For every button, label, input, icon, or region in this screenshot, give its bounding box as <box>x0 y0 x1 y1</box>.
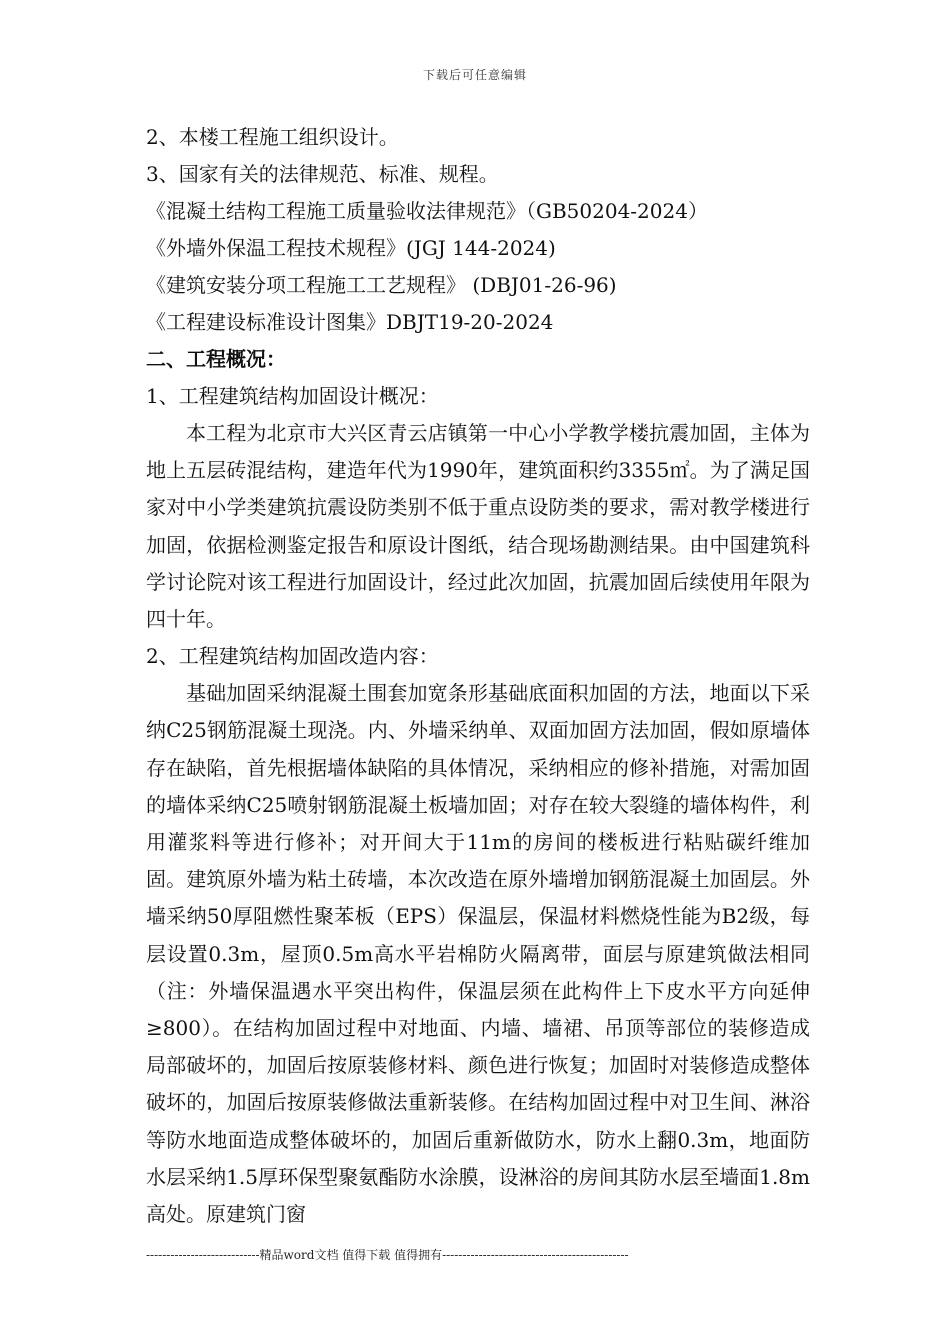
page-header: 下载后可任意编辑 <box>422 68 527 82</box>
section-heading-project-overview: 二、工程概况： <box>146 347 286 371</box>
standard-installation-process: 《建筑安装分项工程施工工艺规程》 (DBJ01-26-96) <box>146 273 617 297</box>
paragraph-renovation-content: 基础加固采纳混凝土围套加宽条形基础底面积加固的方法，地面以下采纳C25钢筋混凝土现浇。内、外墙采纳单、双面加固方法加固，假如原墙体存在缺陷，首先根据墙体缺陷的具体情况，采纳相应的修补措施，对需加固的墙体采纳C25喷射钢筋混凝土板墙加固；对存在较大裂缝的墙体构件，利用灌浆料等进行修补；对开间大于11m的房间的楼板进行粘贴碳纤维加固。建筑原外墙为粘土砖墙，本次改造在原外墙增加钢筋混凝土加固层。外墙采纳50厚阻燃性聚苯板（EPS）保温层，保温材料燃烧性能为B2级，每层设置0.3m，屋顶0.5m高水平岩棉防火隔离带，面层与原建筑做法相同（注：外墙保温遇水平突出构件，保温层须在此构件上下皮水平方向延伸≥800）。在结构加固过程中对地面、内墙、墙裙、吊顶等部位的装修造成局部破坏的，加固后按原装修材料、颜色进行恢复；加固时对装修造成整体破坏的，加固后按原装修做法重新装修。在结构加固过程中对卫生间、淋浴等防水地面造成整体破坏的，加固后重新做防水，防水上翻0.3m，地面防水层采纳1.5厚环保型聚氨酯防水涂膜，设淋浴的房间其防水层至墙面1.8m高处。原建筑门窗 <box>146 681 810 1227</box>
paragraph-design-overview: 本工程为北京市大兴区青云店镇第一中心小学教学楼抗震加固，主体为地上五层砖混结构，建造年代为1990年，建筑面积约3355㎡。为了满足国家对中小学类建筑抗震设防类别不低于重点设防类的要求，需对教学楼进行加固，依据检测鉴定报告和原设计图纸，结合现场勘测结果。由中国建筑科学讨论院对该工程进行加固设计，经过此次加固，抗震加固后续使用年限为四十年。 <box>146 421 810 632</box>
sub-heading-design-overview: 1、工程建筑结构加固设计概况： <box>146 384 439 408</box>
document-body <box>146 119 810 1233</box>
reference-item-3: 3、国家有关的法律规范、标准、规程。 <box>146 162 499 186</box>
sub-heading-renovation-content: 2、工程建筑结构加固改造内容： <box>146 644 439 669</box>
page-footer: ----------------------------精品word文档 值得下载 值得拥有---------------------------------------------- <box>146 1248 629 1262</box>
standard-concrete-acceptance: 《混凝土结构工程施工质量验收法律规范》（GB50204-2024） <box>146 199 708 223</box>
reference-item-2: 2、本楼工程施工组织设计。 <box>146 125 399 149</box>
standard-external-insulation: 《外墙外保温工程技术规程》(JGJ 144-2024) <box>146 236 556 260</box>
standard-design-atlas: 《工程建设标准设计图集》DBJT19-20-2024 <box>146 310 554 334</box>
